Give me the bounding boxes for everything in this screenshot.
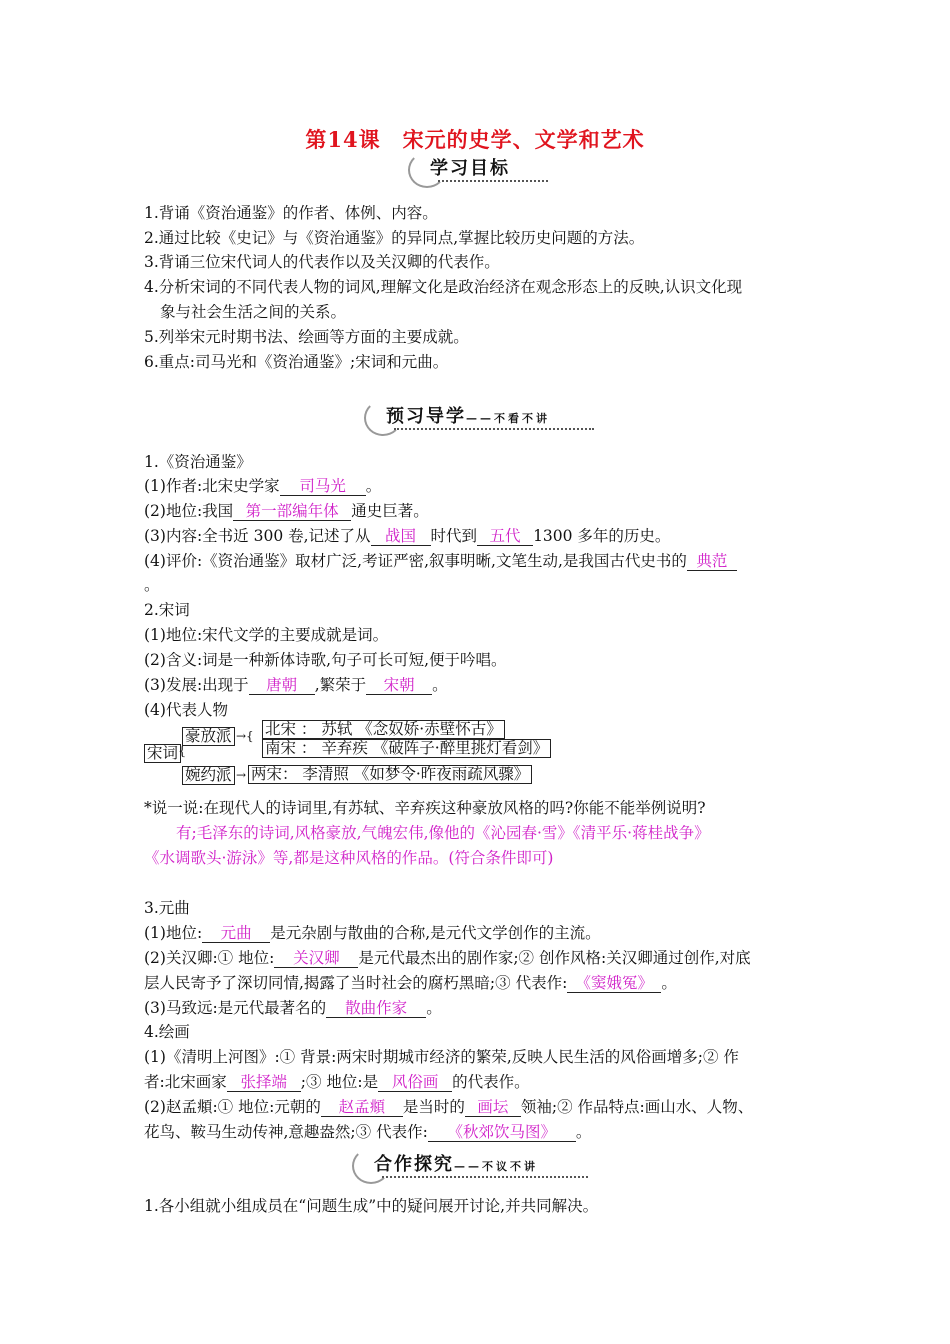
goal-item: 6.重点:司马光和《资治通鉴》;宋词和元曲。 [144,353,449,371]
section-head: 3.元曲 [144,899,190,917]
goal-item: 1.背诵《资治通鉴》的作者、体例、内容。 [144,204,438,222]
section-head: 1.《资治通鉴》 [144,453,252,471]
banner-dots [438,178,548,182]
text-line: (3)内容:全书近 300 卷,记述了从 战国 时代到 五代 1300 多年的历史。 [144,527,671,545]
answer-blank: 战国 [371,527,431,546]
text-line: (3)发展:出现于 唐朝 ,繁荣于 宋朝 。 [144,676,448,694]
text-line: 层人民寄予了深切同情,揭露了当时社会的腐朽黑暗;③ 代表作: 《窦娥冤》 。 [144,974,677,992]
diagram-row: 北宋 ： 苏轼 《念奴娇·赤壁怀古》 [262,720,505,739]
diagram-root: 宋词 [144,744,181,763]
text-line: (1)《清明上河图》:① 背景:两宋时期城市经济的繁荣,反映人民生活的风俗画增多;② 作 [144,1048,739,1066]
text-line: (1)地位: 元曲 是元杂剧与散曲的合称,是元代文学创作的主流。 [144,924,601,942]
section-banner-goals [408,152,548,182]
section-head: 2.宋词 [144,601,190,619]
text-line: (2)含义:词是一种新体诗歌,句子可长可短,便于吟唱。 [144,651,507,669]
answer-blank: 元曲 [202,924,270,943]
say-answer: 有;毛泽东的诗词,风格豪放,气魄宏伟,像他的《沁园春·雪》《清平乐·蒋桂战争》 [176,824,710,842]
ci-poets-diagram [144,720,604,786]
text-line: 花鸟、鞍马生动传神,意趣盎然;③ 代表作: 《秋郊饮马图》 。 [144,1123,592,1141]
text-line: (1)地位:宋代文学的主要成就是词。 [144,626,389,644]
banner-dots [382,1174,588,1178]
section-banner-coop [352,1148,588,1178]
goal-item: 5.列举宋元时期书法、绘画等方面的主要成就。 [144,328,469,346]
answer-blank: 唐朝 [249,676,315,695]
answer-blank: 散曲作家 [326,999,426,1018]
goal-item: 2.通过比较《史记》与《资治通鉴》的异同点,掌握比较历史问题的方法。 [144,229,645,247]
text-line: (3)马致远:是元代最著名的 散曲作家 。 [144,999,442,1017]
answer-blank: 宋朝 [366,676,432,695]
answer-blank: 风俗画 [378,1073,452,1092]
answer-blank: 典范 [687,552,737,571]
text-line: 1.各小组就小组成员在“问题生成”中的疑问展开讨论,并共同解决。 [144,1197,599,1215]
banner-title: 学习目标 [430,158,510,179]
text-line: (2)赵孟頫:① 地位:元朝的 赵孟頫 是当时的 画坛 领袖;② 作品特点:画山水、人物、 [144,1098,754,1116]
lesson-title: 第14课 宋元的史学、文学和艺术 [305,127,645,152]
goal-item: 象与社会生活之间的关系。 [160,303,347,321]
section-banner-preview [364,400,594,430]
answer-blank: 五代 [477,527,533,546]
text-line: (2)地位:我国 第一部编年体 通史巨著。 [144,502,429,520]
goal-item: 4.分析宋词的不同代表人物的词风,理解文化是政治经济在观念形态上的反映,认识文化现 [144,278,743,296]
section-head: 4.绘画 [144,1023,190,1041]
arrow-icon: →{ [236,729,254,743]
diagram-wanyue: 婉约派 [182,766,235,785]
diagram-row: 两宋： 李清照 《如梦令·昨夜雨疏风骤》 [248,765,532,784]
banner-title: 合作探究——不议不讲 [374,1154,538,1175]
text-line: 者:北宋画家 张择端 ;③ 地位:是 风俗画 的代表作。 [144,1073,530,1091]
answer-blank: 《秋郊饮马图》 [428,1123,576,1142]
text-line: (2)关汉卿:① 地位: 关汉卿 是元代最杰出的剧作家;② 创作风格:关汉卿通过创作,对底 [144,949,751,967]
diagram-haofang: 豪放派 [182,727,235,746]
banner-title: 预习导学——不看不讲 [386,406,550,427]
text-line: (4)代表人物 [144,701,228,719]
text-line: (1)作者:北宋史学家 司马光 。 [144,477,382,495]
brace: { [178,744,187,759]
text-line: (4)评价:《资治通鉴》取材广泛,考证严密,叙事明晰,文笔生动,是我国古代史书的 典范 [144,551,737,571]
banner-dots [394,426,594,430]
answer-blank: 画坛 [465,1098,521,1117]
arrow-icon: → [236,768,247,782]
answer-blank: 关汉卿 [274,949,358,968]
answer-blank: 张择端 [227,1073,301,1092]
diagram-row: 南宋 ： 辛弃疾 《破阵子·醉里挑灯看剑》 [262,739,551,758]
answer-blank: 第一部编年体 [233,502,351,521]
text-line: 。 [144,576,160,594]
say-answer: 《水调歌头·游泳》等,都是这种风格的作品。(符合条件即可) [144,849,554,867]
answer-blank: 《窦娥冤》 [567,974,661,993]
answer-blank: 赵孟頫 [321,1098,403,1117]
say-question: *说一说:在现代人的诗词里,有苏轼、辛弃疾这种豪放风格的吗?你能不能举例说明? [144,799,706,817]
answer-blank: 司马光 [280,477,366,496]
goal-item: 3.背诵三位宋代词人的代表作以及关汉卿的代表作。 [144,253,500,271]
